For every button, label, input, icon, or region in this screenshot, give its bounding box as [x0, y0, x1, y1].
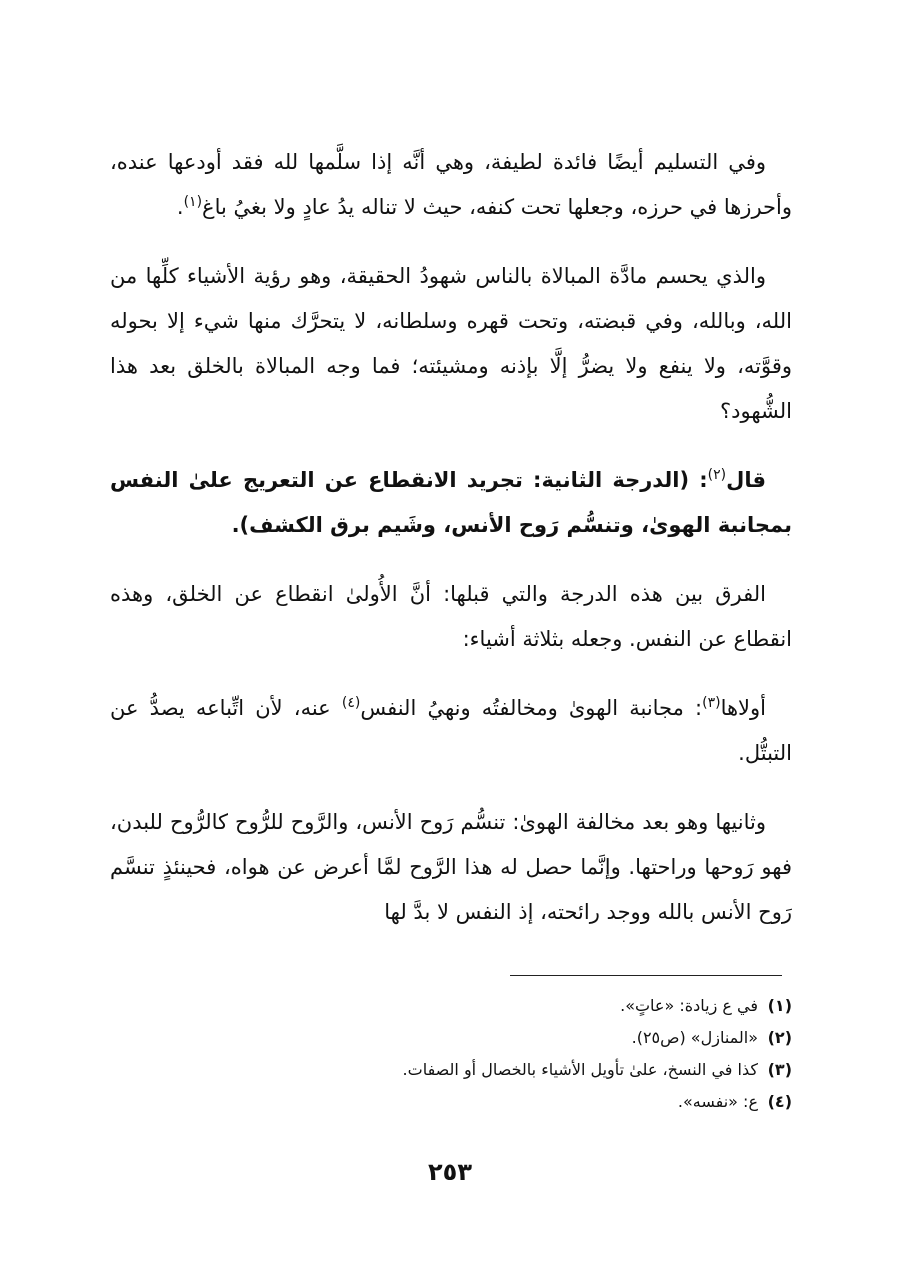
footnotes: [110, 990, 792, 1118]
footnote-number: (٢): [767, 1028, 792, 1047]
paragraph: [110, 800, 792, 935]
paragraph-text: الفرق بين هذه الدرجة والتي قبلها: أنَّ الأُولىٰ انقطاع عن الخلق، وهذه انقطاع عن النفس. وجعله بثلاثة أشياء:: [110, 582, 792, 651]
paragraph-text: وفي التسليم أيضًا فائدة لطيفة، وهي أنَّه إذا سلَّمها لله فقد أودعها عنده، وأحرزها في حرزه، وجعلها تحت كنفه، حيث لا تناله يدُ عادٍ ولا بغيُ باغ: [110, 150, 792, 219]
main-text: [110, 140, 792, 959]
footnote: [110, 990, 792, 1022]
paragraph-text: عنه، لأن اتِّباعه يصدُّ عن التبتُّل.: [110, 696, 792, 765]
paragraph: [110, 686, 792, 776]
footnote-text: ع: «نفسه».: [677, 1092, 758, 1111]
paragraph-text: أولاها: [720, 696, 766, 720]
footnote-number: (٣): [767, 1060, 792, 1079]
footnote: [110, 1022, 792, 1054]
paragraph: [110, 572, 792, 662]
footnote-reference: (٢): [707, 467, 727, 483]
footnote: [110, 1054, 792, 1086]
footnote-text: في ع زيادة: «عاتٍ».: [620, 996, 758, 1015]
footnote-reference: (٤): [341, 695, 361, 711]
footnote: [110, 1086, 792, 1118]
page-number: ٢٥٣: [428, 1158, 472, 1186]
paragraph: [110, 458, 792, 548]
quoted-text: قال: [726, 468, 766, 492]
footnote-number: (١): [767, 996, 792, 1015]
paragraph-text: والذي يحسم مادَّة المبالاة بالناس شهودُ الحقيقة، وهو رؤية الأشياء كلِّها من الله، وبالله، وفي قبضته، وتحت قهره وسلطانه، لا يتحرَّك منها شيء إلا بحوله وقوَّته، ولا ينفع ولا يضرُّ إلَّا بإذنه ومشيئته؛ فما وجه المبالاة بالخلق بعد هذا الشُّهود؟: [110, 264, 792, 423]
footnote-separator: [510, 975, 782, 976]
footnote-reference: (٣): [702, 695, 721, 711]
footnote-text: «المنازل» (ص٢٥).: [631, 1028, 758, 1047]
footnote-number: (٤): [767, 1092, 792, 1111]
quoted-text: : (الدرجة الثانية: تجريد الانقطاع عن التعريج علىٰ النفس بمجانبة الهوىٰ، وتنسُّم رَوح الأنس، وشَيم برق الكشف).: [110, 468, 792, 537]
footnote-text: كذا في النسخ، علىٰ تأويل الأشياء بالخصال أو الصفات.: [402, 1060, 758, 1079]
paragraph: [110, 254, 792, 434]
paragraph-text: .: [176, 195, 184, 219]
paragraph: [110, 140, 792, 230]
paragraph-text: وثانيها وهو بعد مخالفة الهوىٰ: تنسُّم رَوح الأنس، والرَّوح للرُّوح كالرُّوح للبدن، فهو رَوحها وراحتها. وإنَّما حصل له هذا الرَّوح لمَّا أعرض عن هواه، فحينئذٍ تنسَّم رَوح الأنس بالله ووجد رائحته، إذ النفس لا بدَّ لها: [110, 810, 792, 924]
footnote-reference: (١): [183, 194, 203, 210]
paragraph-text: : مجانبة الهوىٰ ومخالفتُه ونهيُ النفس: [360, 696, 703, 720]
